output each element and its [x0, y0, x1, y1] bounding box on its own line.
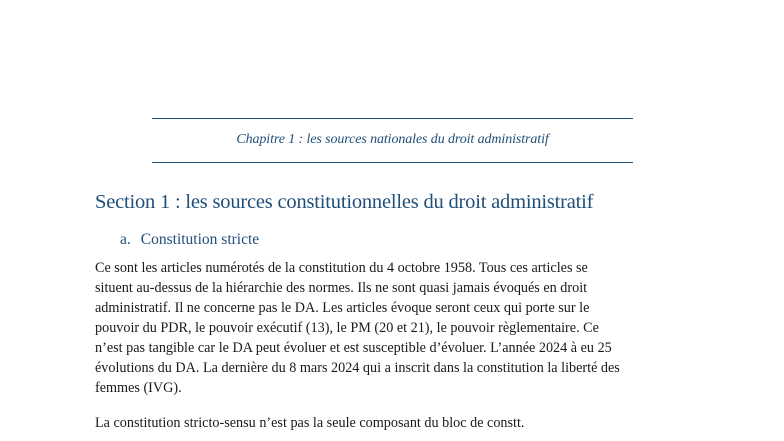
paragraph-line: évolutions du DA. La dernière du 8 mars 2024 qui a inscrit dans la constitution la liberté des [95, 360, 620, 376]
paragraph-line: n’est pas tangible car le DA peut évoluer et est susceptible d’évoluer. L’année 2024 à eu 25 [95, 340, 612, 356]
body-paragraph [95, 258, 695, 398]
subsection-number: a. [120, 231, 131, 248]
paragraph-line: La constitution stricto-sensu n’est pas la seule composant du bloc de constt. [95, 415, 525, 431]
chapter-top-rule [152, 118, 633, 119]
paragraph-line: Ce sont les articles numérotés de la constitution du 4 octobre 1958. Tous ces articles se [95, 260, 588, 276]
subsection-heading [120, 231, 259, 249]
chapter-bottom-rule [152, 162, 633, 163]
subsection-title: Constitution stricte [140, 231, 260, 248]
paragraph-line: pouvoir du PDR, le pouvoir exécutif (13), le PM (20 et 21), le pouvoir règlementaire. Ce [95, 320, 599, 336]
paragraph-line: situent au-dessus de la hiérarchie des normes. Ils ne sont quasi jamais évoqués en droit [95, 280, 588, 296]
body-paragraph [95, 413, 695, 433]
paragraph-line: femmes (IVG). [95, 380, 182, 396]
paragraph-line: administratif. Il ne concerne pas le DA. Les articles évoque seront ceux qui porte sur le [95, 300, 590, 316]
section-heading: Section 1 : les sources constitutionnelles du droit administratif [95, 191, 594, 213]
chapter-title: Chapitre 1 : les sources nationales du droit administratif [236, 132, 549, 147]
